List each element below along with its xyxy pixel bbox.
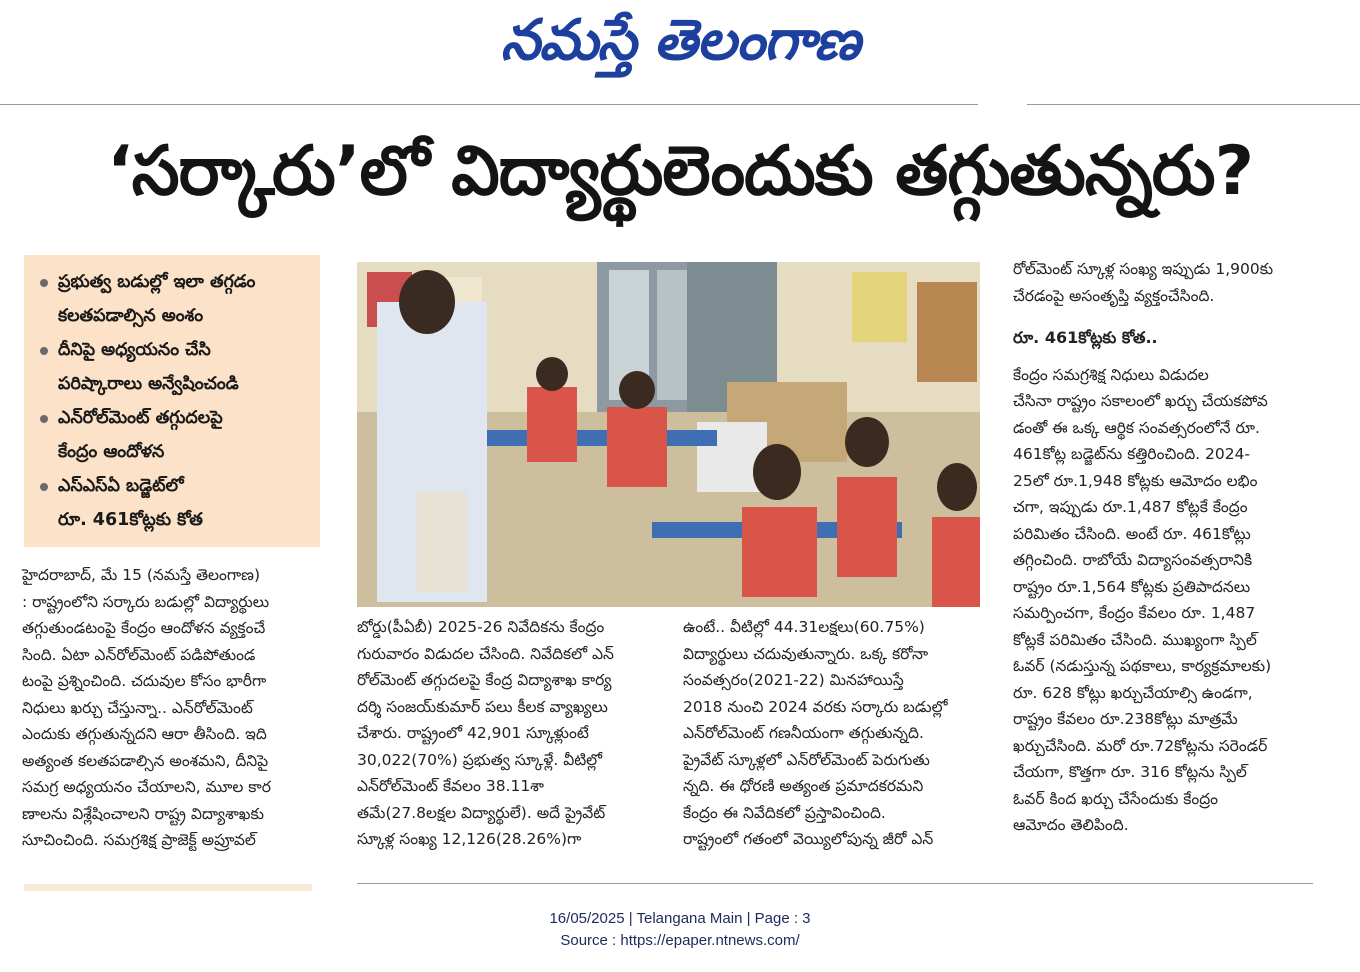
article-text-line: టంపై ప్రశ్నించింది. చదువుల కోసం భారీగా bbox=[22, 672, 267, 690]
highlight-text: ఎన్‌రోల్‌మెంట్ తగ్గుదలపై bbox=[58, 408, 223, 428]
bullet-icon bbox=[40, 483, 48, 491]
article-text-line: 30,022(70%) ప్రభుత్వ స్కూళ్లే. వీటిల్లో bbox=[357, 750, 603, 769]
bullet-icon bbox=[40, 279, 48, 287]
article-text-line: చేసినా రాష్ట్రం సకాలంలో ఖర్చు చేయకపోవ bbox=[1013, 392, 1268, 410]
masthead-divider-right bbox=[1027, 104, 1360, 105]
highlight-item bbox=[38, 469, 312, 537]
article-text-line: ఎన్‌రోల్‌మెంట్ కేవలం 38.11శా bbox=[357, 777, 544, 795]
article-text-line: ఓవర్ (నడుస్తున్న పథకాలు, కార్యక్రమాలకు) bbox=[1013, 657, 1272, 675]
article-text-line: రాష్ట్రం కేవలం రూ.238కోట్లు మాత్రమే bbox=[1013, 710, 1238, 728]
article-text-line: గురువారం విడుదల చేసింది. నివేదికలో ఎన్ bbox=[357, 644, 614, 663]
highlight-text: రూ. 461కోట్లకు కోత bbox=[58, 510, 203, 530]
highlight-text: కలతపడాల్సిన అంశం bbox=[58, 306, 204, 326]
article-text-line: సమగ్ర అధ్యయనం చేయాలని, మూల కార bbox=[22, 778, 271, 796]
article-text-line: సమర్పించగా, కేంద్రం కేవలం రూ. 1,487 bbox=[1013, 604, 1256, 622]
highlight-text: దీనిపై అధ్యయనం చేసి bbox=[58, 340, 211, 360]
article-text-line: ణాలను విశ్లేషించాలని రాష్ట్ర విద్యాశాఖకు bbox=[22, 804, 264, 823]
article-text-line: తగ్గించింది. రాబోయే విద్యాసంవత్సరానికి bbox=[1013, 551, 1253, 569]
article-text-line: ఉంటే.. వీటిల్లో 44.31లక్షలు(60.75%) bbox=[683, 618, 925, 636]
bottom-divider bbox=[357, 883, 1313, 884]
classroom-photo-illustration bbox=[357, 262, 980, 607]
highlight-item bbox=[38, 265, 312, 333]
highlight-item bbox=[38, 401, 312, 469]
article-text-line: హైదరాబాద్, మే 15 (నమస్తే తెలంగాణ) bbox=[22, 566, 261, 584]
article-text-line: తగ్గుతుండటంపై కేంద్రం ఆందోళన వ్యక్తంచే bbox=[22, 619, 266, 637]
article-column-4 bbox=[1013, 256, 1314, 839]
article-text-line: పరిమితం చేసింది. అంటే రూ. 461కోట్లు bbox=[1013, 524, 1251, 543]
article-text-line: ఓవర్ కింద ఖర్చు చేసేందుకు కేంద్రం bbox=[1013, 789, 1219, 808]
classroom-photo bbox=[357, 262, 980, 607]
article-text-line: చేయగా, కొత్తగా రూ. 316 కోట్లను స్పిల్ bbox=[1013, 763, 1247, 781]
article-text-line: న్నది. ఈ ధోరణి అత్యంత ప్రమాదకరమని bbox=[683, 777, 924, 795]
footer-source: Source : https://epaper.ntnews.com/ bbox=[560, 932, 800, 949]
article-column-1 bbox=[22, 562, 310, 854]
article-text-line: ఖర్చుచేసింది. మరో రూ.72కోట్లను సరెండర్ bbox=[1013, 736, 1268, 755]
article-subheading: రూ. 461కోట్లకు కోత.. bbox=[1013, 328, 1158, 347]
article-text-line: తమే(27.8లక్షల విద్యార్థులే). అదే ప్రైవేట్ bbox=[357, 803, 606, 822]
masthead-divider-left bbox=[0, 104, 978, 105]
article-text-line: రాష్ట్రంలో గతంలో వెయ్యిలోపున్న జీరో ఎన్ bbox=[683, 830, 934, 848]
article-text-line: సంవత్సరం(2021-22) మినహాయిస్తే bbox=[683, 671, 904, 689]
article-text-line: సింది. ఏటా ఎన్‌రోల్‌మెంట్ పడిపోతుండ bbox=[22, 645, 256, 664]
article-text-line: అత్యంత కలతపడాల్సిన అంశమని, దీనిపై bbox=[22, 751, 269, 770]
article-text-line: కోట్లకే పరిమితం చేసింది. ముఖ్యంగా స్పిల్ bbox=[1013, 630, 1257, 649]
article-text-line: దర్శి సంజయ్‌కుమార్ పలు కీలక వ్యాఖ్యలు bbox=[357, 697, 608, 716]
article-text-line: విద్యార్థులు చదువుతున్నారు. ఒక్క కరోనా bbox=[683, 644, 929, 663]
article-text-line: రూ. 628 కోట్లు ఖర్చుచేయాల్సి ఉండగా, bbox=[1013, 683, 1253, 702]
article-text-line: చేశారు. రాష్ట్రంలో 42,901 స్కూళ్లుంటే bbox=[357, 724, 589, 742]
article-text-line: కేంద్రం సమగ్రశిక్ష నిధులు విడుదల bbox=[1013, 365, 1209, 384]
bullet-icon bbox=[40, 415, 48, 423]
article-text-line: : రాష్ట్రంలోని సర్కారు బడుల్లో విద్యార్థులు bbox=[22, 592, 270, 611]
article-column-3 bbox=[683, 614, 983, 853]
article-text-line: 2018 నుంచి 2024 వరకు సర్కారు బడుల్లో bbox=[683, 697, 948, 716]
highlights-box bbox=[24, 255, 320, 547]
bullet-icon bbox=[40, 347, 48, 355]
article-text-line: స్కూళ్ల సంఖ్య 12,126(28.26%)గా bbox=[357, 830, 582, 848]
article-headline: ‘సర్కారు’లో విద్యార్థులెందుకు తగ్గుతున్నరు? bbox=[106, 132, 1254, 211]
article-text-line: బోర్డు(పీఏబీ) 2025-26 నివేదికను కేంద్రం bbox=[357, 618, 605, 636]
article-text-line: 25లో రూ.1,948 కోట్లకు ఆమోదం లభిం bbox=[1013, 471, 1258, 490]
next-article-strip bbox=[24, 884, 312, 891]
article-text-line: కేంద్రం ఈ నివేదికలో ప్రస్తావించింది. bbox=[683, 803, 886, 822]
article-text-line: ఆమోదం తెలిపింది. bbox=[1013, 816, 1129, 834]
highlight-text: ఎస్‌ఎస్‌ఏ బడ్జెట్‌లో bbox=[58, 476, 184, 496]
highlight-text: పరిష్కారాలు అన్వేషించండి bbox=[58, 374, 239, 394]
article-text-line: రాష్ట్రం రూ.1,564 కోట్లకు ప్రతిపాదనలు bbox=[1013, 577, 1251, 596]
article-text-line: చగా, ఇప్పుడు రూ.1,487 కోట్లకే కేంద్రం bbox=[1013, 498, 1248, 516]
article-text-line: 461కోట్ల బడ్జెట్‌ను కత్తిరించింది. 2024- bbox=[1013, 445, 1251, 463]
article-text-line: డంతో ఈ ఒక్క ఆర్థిక సంవత్సరంలోనే రూ. bbox=[1013, 418, 1260, 437]
article-column-2 bbox=[357, 614, 654, 853]
highlight-text: ప్రభుత్వ బడుల్లో ఇలా తగ్గడం bbox=[58, 272, 256, 292]
article-text-line: రోల్‌మెంట్ స్కూళ్ల సంఖ్య ఇప్పుడు 1,900కు bbox=[1013, 260, 1274, 278]
article-text-line: ఎందుకు తగ్గుతున్నదని ఆరా తీసింది. ఇది bbox=[22, 725, 267, 743]
highlight-item bbox=[38, 333, 312, 401]
article-text-line: రోల్‌మెంట్ తగ్గుదలపై కేంద్ర విద్యాశాఖ కార్య bbox=[357, 671, 612, 689]
article-text-line: నిధులు ఖర్చు చేస్తున్నా.. ఎన్‌రోల్‌మెంట్ bbox=[22, 698, 253, 717]
article-text-line: చేరడంపై అసంతృప్తి వ్యక్తంచేసింది. bbox=[1013, 286, 1215, 305]
article-text-line: సూచించింది. సమగ్రశిక్ష ప్రాజెక్ట్ అప్రూవల్ bbox=[22, 831, 256, 849]
article-text-line: ప్రైవేట్ స్కూళ్లలో ఎన్‌రోల్‌మెంట్ పెరుగుతు bbox=[683, 750, 930, 769]
masthead-logo: నమస్తే తెలంగాణ bbox=[500, 8, 860, 73]
article-text-line: ఎన్‌రోల్‌మెంట్ గణనీయంగా తగ్గుతున్నది. bbox=[683, 724, 924, 742]
footer-edition-info: 16/05/2025 | Telangana Main | Page : 3 bbox=[549, 910, 811, 927]
highlight-text: కేంద్రం ఆందోళన bbox=[58, 442, 165, 462]
